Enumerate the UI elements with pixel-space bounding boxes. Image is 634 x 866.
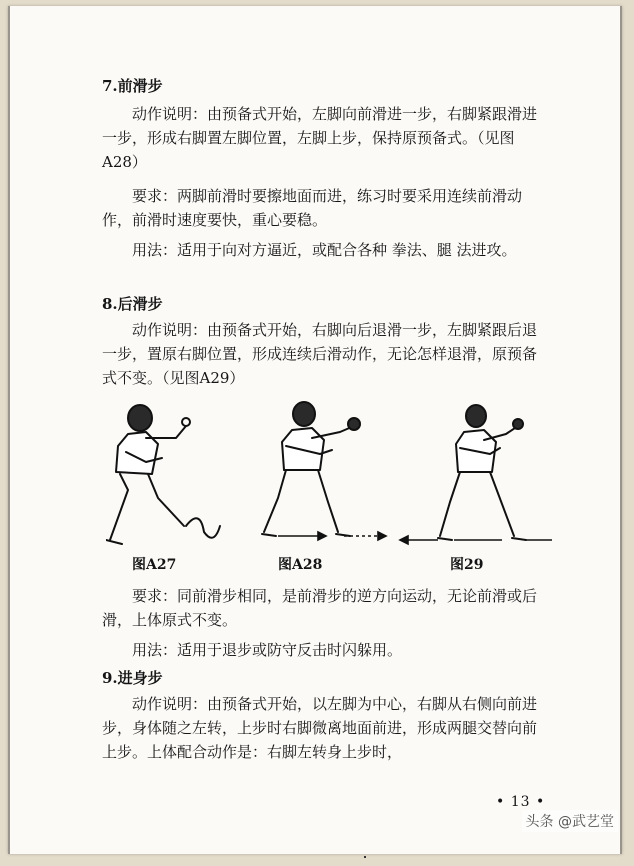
paragraph-body-advance-action: 动作说明：由预备式开始，以左脚为中心，右脚从右侧向前进步，身体随之左转，上步时右脚微离地面前进，形成两腿交替向前上步。上体配合动作是：右脚左转身上步时， — [102, 695, 538, 761]
watermark: 头条 @武艺堂 — [522, 810, 618, 832]
scan-edge-left — [8, 6, 10, 854]
scan-edge-right — [620, 6, 622, 854]
forward-arrowhead-right — [378, 532, 386, 540]
figure-stance-illustrations — [106, 398, 556, 548]
paragraph-backward-slide-usage: 用法：适用于退步或防守反击时闪躲用。 — [132, 641, 403, 659]
stance-figures-drawing — [106, 398, 556, 548]
backward-arrowhead-left — [400, 536, 408, 544]
paragraph-forward-slide-action: 动作说明：由预备式开始，左脚向前滑进一步，右脚紧跟滑进一步，形成右脚置左脚位置，左脚上步，保持原预备式。（见图A28） — [102, 105, 538, 171]
caption-figure-29: 图29 — [450, 557, 484, 573]
figure-29-fighter — [438, 405, 526, 540]
figure-a27-fighter — [106, 405, 220, 544]
heading-body-advance-step: 9.进身步 — [102, 669, 163, 687]
heading-forward-slide-step: 7.前滑步 — [102, 77, 163, 95]
caption-figure-a27: 图A27 — [132, 557, 177, 573]
heading-backward-slide-step: 8.后滑步 — [102, 295, 163, 313]
forward-arrowhead-left — [318, 532, 326, 540]
caption-figure-a28: 图A28 — [278, 557, 323, 573]
paragraph-forward-slide-usage: 用法：适用于向对方逼近，或配合各种 拳法、腿 法进攻。 — [132, 241, 517, 259]
paragraph-forward-slide-requirement: 要求：两脚前滑时要擦地面而进，练习时要采用连续前滑动作，前滑时速度要快，重心要稳。 — [102, 187, 523, 229]
paragraph-backward-slide-requirement: 要求：同前滑步相同，是前滑步的逆方向运动，无论前滑或后滑，上体原式不变。 — [102, 587, 538, 629]
figure-a28-fighter — [262, 402, 360, 536]
scan-speck — [364, 856, 366, 858]
book-page — [8, 6, 622, 854]
paragraph-backward-slide-action: 动作说明：由预备式开始，右脚向后退滑一步，左脚紧跟后退一步，置原右脚位置，形成连续后滑动作，无论怎样退滑，原预备式不变。（见图A29） — [102, 321, 538, 387]
page-number: • 13 • — [496, 794, 546, 810]
